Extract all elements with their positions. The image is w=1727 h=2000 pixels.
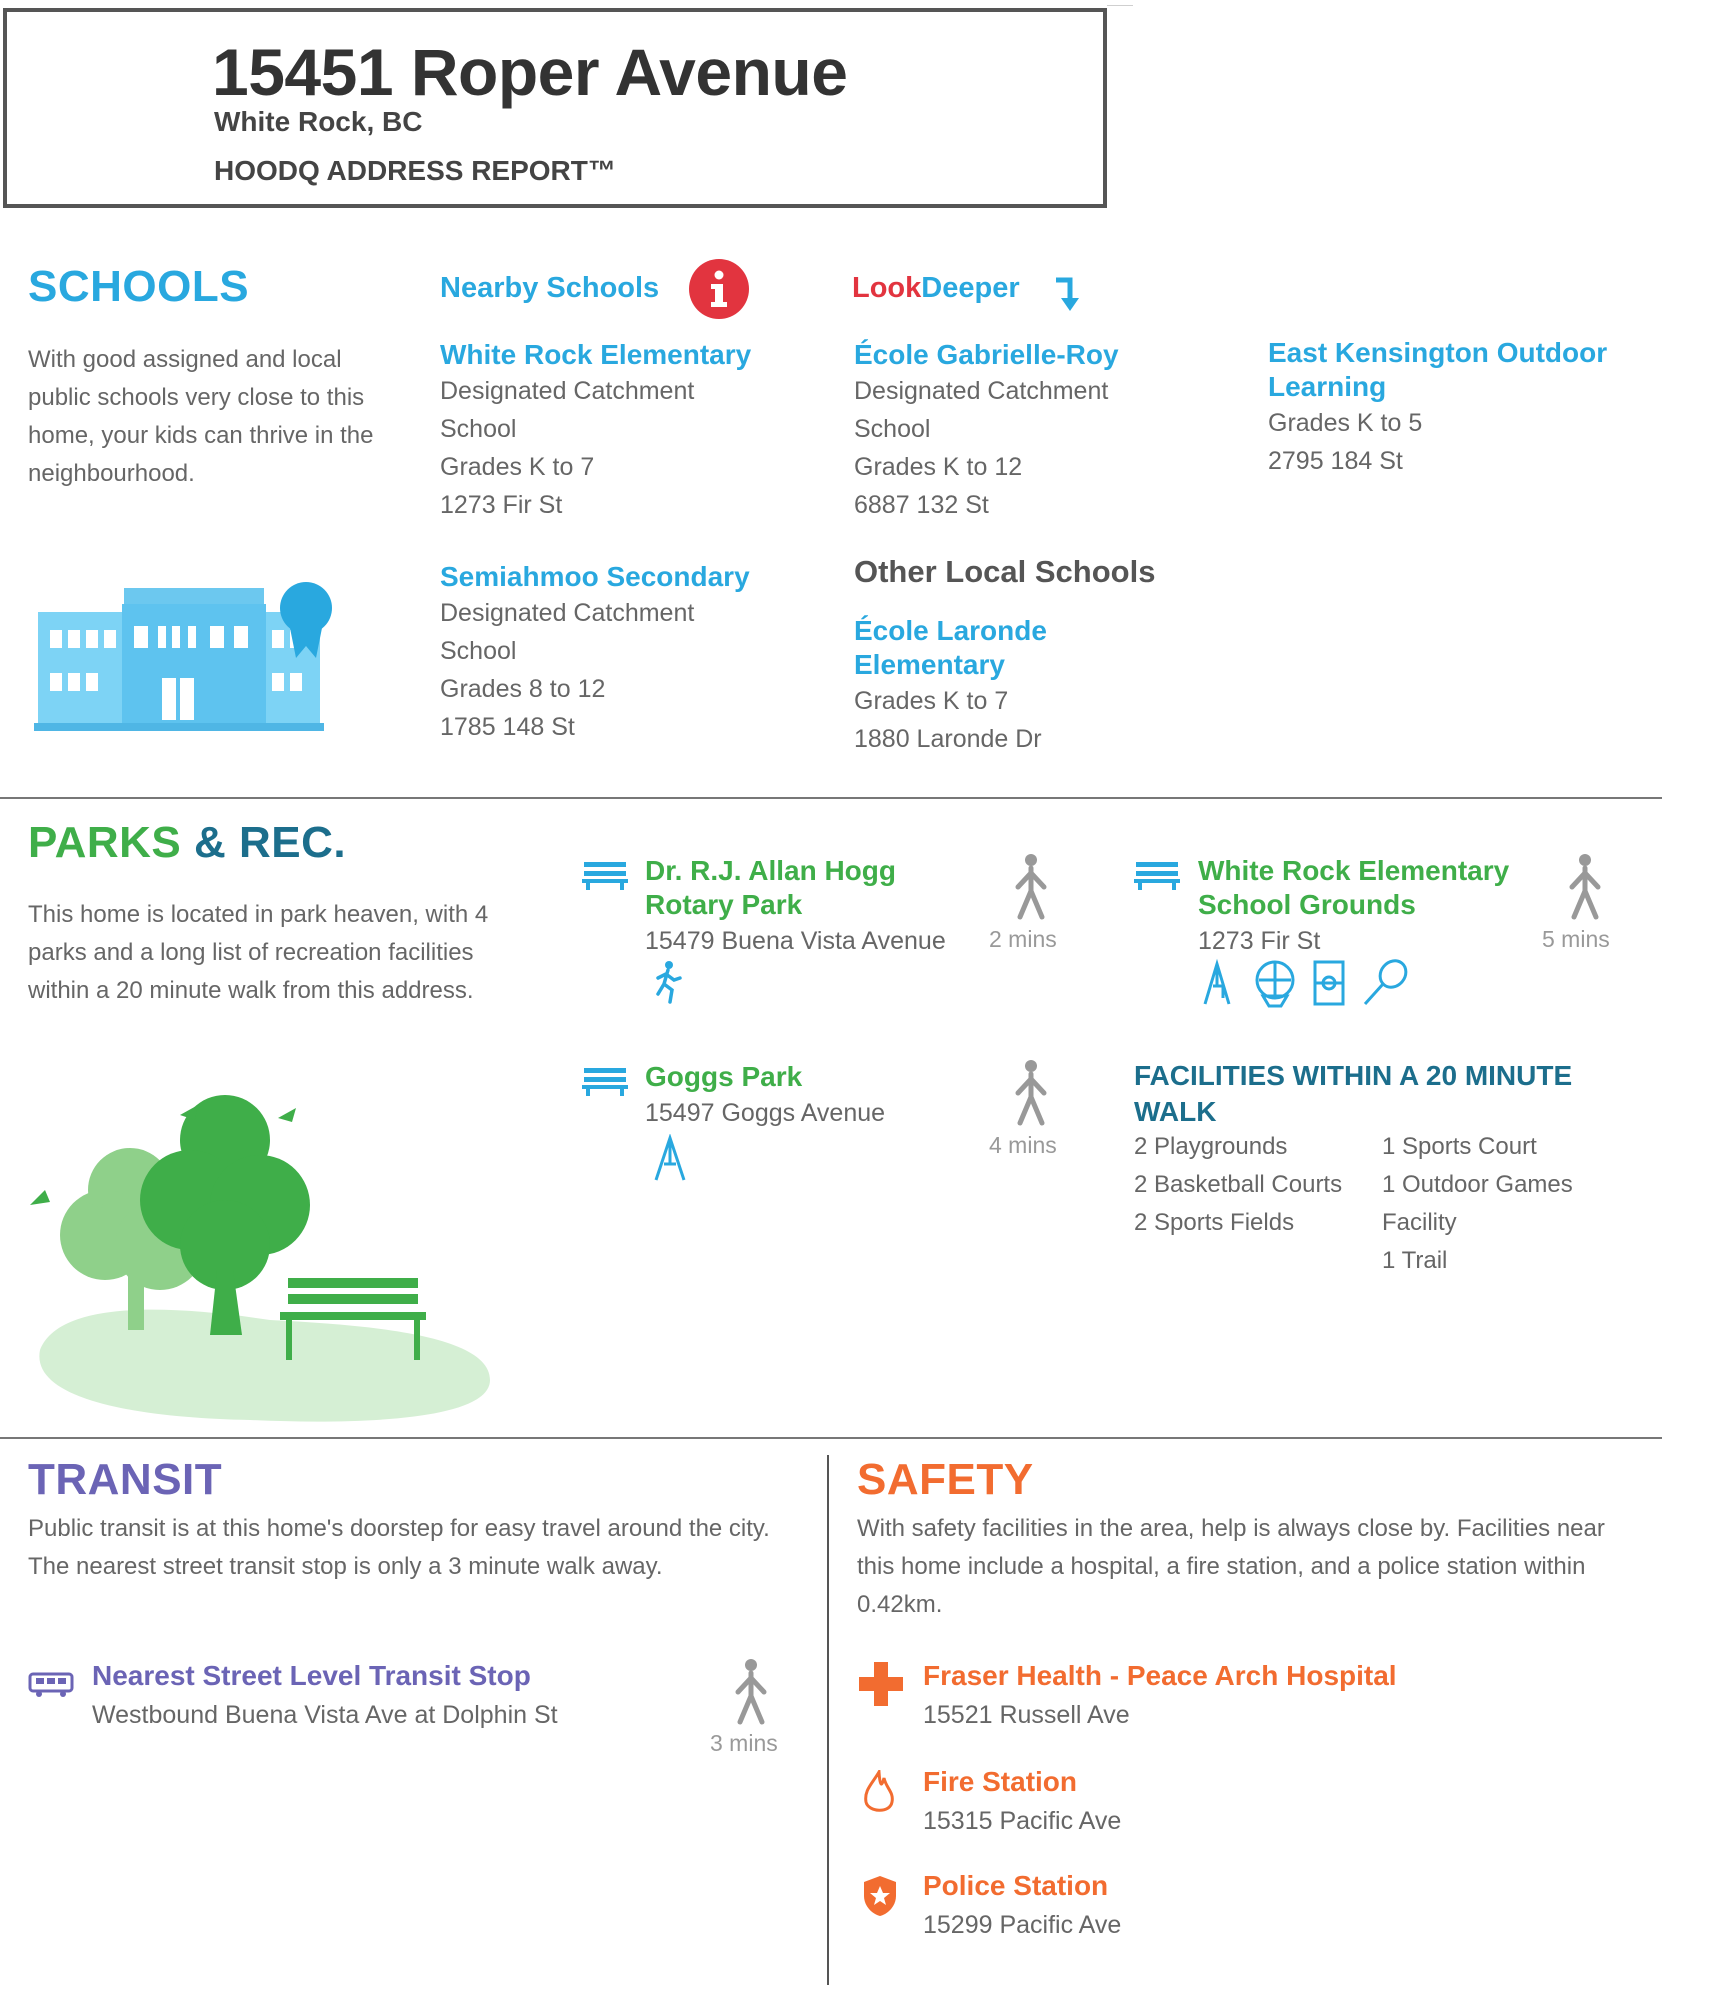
lookdeeper-look: Look — [852, 272, 922, 304]
school-grades: Grades K to 7 — [854, 687, 1009, 715]
school-name[interactable]: École Gabrielle-Roy — [854, 339, 1119, 370]
park-goggs — [645, 1060, 885, 1132]
school-name[interactable]: White Rock Elementary — [440, 339, 752, 370]
school-grades: Grades K to 7 — [440, 453, 595, 481]
address-title: 15451 Roper Avenue — [212, 35, 848, 109]
schools-description: With good assigned and local public schools very close to this home, your kids can thrive in the neighbourhood. — [28, 346, 374, 487]
other-schools-title: Other Local Schools — [854, 554, 1156, 589]
trail-runner-icon — [654, 960, 682, 1004]
hospital-cross-icon — [857, 1660, 905, 1708]
park-name[interactable]: Goggs Park — [645, 1061, 803, 1092]
column-divider — [827, 1455, 829, 1985]
lookdeeper-link[interactable] — [852, 272, 1020, 305]
safety-police-name[interactable]: Police Station — [923, 1870, 1109, 1901]
park-amenity-icons — [1201, 958, 1411, 1008]
park-address: 15497 Goggs Avenue — [645, 1099, 886, 1127]
parks-title-b: & REC. — [194, 818, 347, 867]
walking-person-icon — [1010, 1059, 1052, 1127]
address-city: White Rock, BC — [214, 106, 423, 137]
facility-item: 2 Sports Fields — [1134, 1209, 1295, 1236]
transit-stop-title[interactable]: Nearest Street Level Transit Stop — [92, 1660, 531, 1691]
park-hogg-rotary — [645, 854, 946, 960]
park-address: 15479 Buena Vista Avenue — [645, 927, 946, 955]
school-name-2[interactable]: Elementary — [854, 649, 1005, 680]
info-icon[interactable] — [688, 258, 750, 320]
facility-item: Facility — [1382, 1209, 1457, 1236]
police-badge-icon — [862, 1874, 898, 1918]
bus-icon — [28, 1670, 74, 1698]
bench-icon — [582, 1066, 628, 1096]
section-divider — [0, 797, 1662, 799]
school-catchment: Designated Catchment — [854, 377, 1109, 405]
schools-title: SCHOOLS — [28, 262, 250, 311]
park-name-2[interactable]: Rotary Park — [645, 889, 803, 920]
school-white-rock-elementary — [440, 338, 751, 524]
park-illustration-icon — [30, 1080, 500, 1425]
school-ecole-gabrielle-roy — [854, 338, 1119, 524]
school-name[interactable]: Semiahmoo Secondary — [440, 561, 750, 592]
parks-title-a: PARKS — [28, 818, 182, 867]
facility-item: 1 Sports Court — [1382, 1133, 1537, 1160]
park-white-rock-school-grounds — [1198, 854, 1509, 960]
header-divider — [1107, 5, 1133, 6]
facilities-col-1 — [1134, 1128, 1342, 1242]
park-name[interactable]: Dr. R.J. Allan Hogg — [645, 855, 896, 886]
walk-minutes: 3 mins — [710, 1730, 778, 1756]
parks-description: This home is located in park heaven, with 4 parks and a long list of recreation facilities within a 20 minute walk from this address. — [28, 901, 489, 1004]
lookdeeper-deeper: Deeper — [921, 272, 1020, 304]
facility-item: 1 Trail — [1382, 1247, 1448, 1274]
walking-person-icon — [1010, 853, 1052, 921]
arrow-down-icon[interactable] — [1052, 274, 1086, 314]
facility-item: 1 Outdoor Games — [1382, 1171, 1573, 1198]
school-address: 6887 132 St — [854, 491, 989, 519]
safety-fire-name[interactable]: Fire Station — [923, 1766, 1078, 1797]
walking-person-icon — [730, 1658, 772, 1726]
safety-description: With safety facilities in the area, help is always close by. Facilities near this home include a hospital, a fire station, and a police station within 0.42km. — [857, 1515, 1605, 1618]
school-name[interactable]: École Laronde — [854, 615, 1047, 646]
school-catchment-2: School — [440, 415, 517, 443]
bench-icon — [1134, 860, 1180, 890]
safety-title: SAFETY — [857, 1455, 1034, 1504]
walk-minutes: 4 mins — [989, 1132, 1057, 1158]
nearby-schools-title: Nearby Schools — [440, 272, 660, 304]
report-label: HOODQ ADDRESS REPORT™ — [214, 155, 616, 186]
school-grades: Grades 8 to 12 — [440, 675, 606, 703]
school-address: 2795 184 St — [1268, 447, 1403, 475]
facility-item: 2 Basketball Courts — [1134, 1171, 1343, 1198]
school-catchment-2: School — [854, 415, 931, 443]
safety-hospital-name[interactable]: Fraser Health - Peace Arch Hospital — [923, 1660, 1397, 1691]
safety-hospital-address: 15521 Russell Ave — [923, 1701, 1130, 1729]
school-east-kensington — [1268, 336, 1607, 480]
school-grades: Grades K to 5 — [1268, 409, 1423, 437]
facility-item: 2 Playgrounds — [1134, 1133, 1288, 1160]
transit-title: TRANSIT — [28, 1455, 223, 1504]
parks-title — [28, 818, 346, 868]
bench-icon — [582, 860, 628, 890]
school-name-2[interactable]: Learning — [1268, 371, 1387, 402]
park-name[interactable]: White Rock Elementary — [1198, 855, 1510, 886]
facilities-title — [1134, 1058, 1604, 1130]
walk-minutes: 5 mins — [1542, 926, 1610, 952]
walk-minutes: 2 mins — [989, 926, 1057, 952]
facilities-title-line1: FACILITIES WITHIN A 20 MINUTE — [1134, 1060, 1573, 1091]
playground-icon — [652, 1134, 688, 1184]
safety-police-address: 15299 Pacific Ave — [923, 1911, 1122, 1939]
school-catchment: Designated Catchment — [440, 599, 695, 627]
school-address: 1785 148 St — [440, 713, 575, 741]
school-ecole-laronde — [854, 614, 1047, 758]
school-semiahmoo-secondary — [440, 560, 750, 746]
school-grades: Grades K to 12 — [854, 453, 1023, 481]
transit-stop-address: Westbound Buena Vista Ave at Dolphin St — [92, 1701, 558, 1729]
school-name[interactable]: East Kensington Outdoor — [1268, 337, 1608, 368]
school-building-icon — [34, 578, 344, 738]
park-address: 1273 Fir St — [1198, 927, 1321, 955]
school-catchment-2: School — [440, 637, 517, 665]
school-address: 1273 Fir St — [440, 491, 563, 519]
fire-icon — [862, 1770, 896, 1816]
walking-person-icon — [1564, 853, 1606, 921]
safety-fire-address: 15315 Pacific Ave — [923, 1807, 1122, 1835]
transit-description: Public transit is at this home's doorstep for easy travel around the city. The nearest street transit stop is only a 3 minute walk away. — [28, 1515, 770, 1580]
facilities-col-2 — [1382, 1128, 1573, 1280]
park-name-2[interactable]: School Grounds — [1198, 889, 1416, 920]
school-catchment: Designated Catchment — [440, 377, 695, 405]
facilities-title-line2: WALK — [1134, 1096, 1217, 1127]
school-address: 1880 Laronde Dr — [854, 725, 1042, 753]
section-divider — [0, 1437, 1662, 1439]
